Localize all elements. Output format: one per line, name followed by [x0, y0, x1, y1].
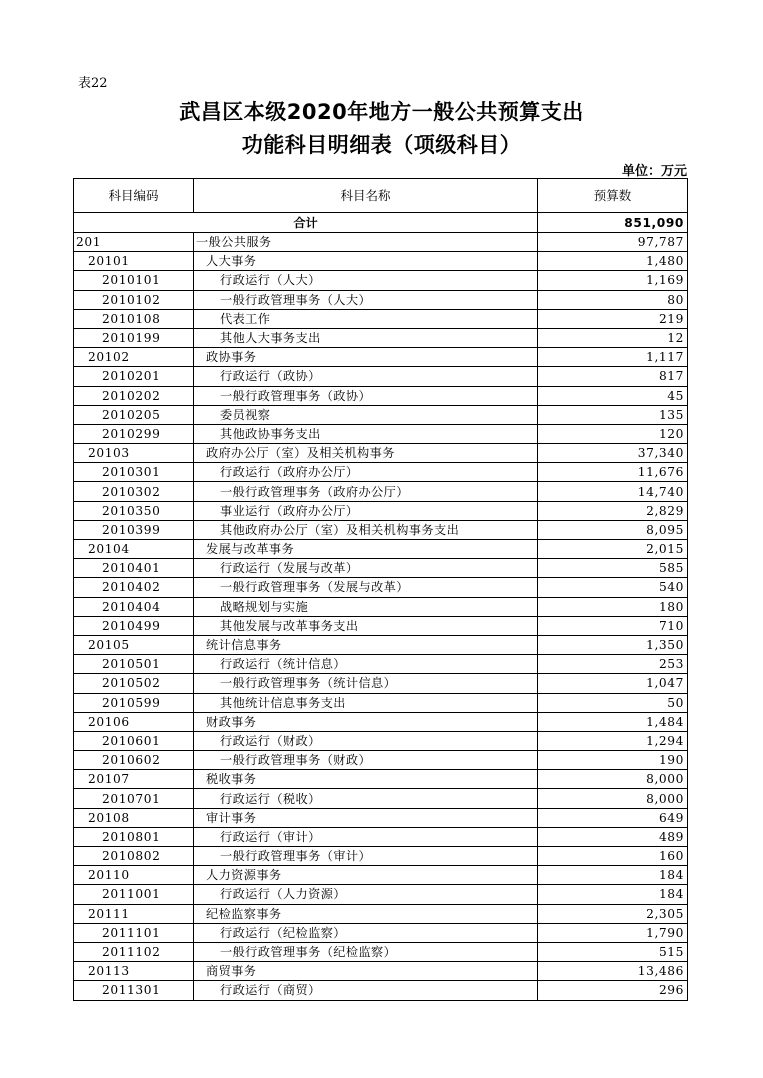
budget-amount: 253: [538, 655, 688, 674]
subject-name: 其他发展与改革事务支出: [194, 616, 538, 635]
page-subtitle: 功能科目明细表（项级科目）: [241, 133, 522, 157]
table-row: [74, 827, 688, 846]
subject-name: 行政运行（审计）: [194, 827, 538, 846]
budget-amount: 296: [538, 981, 688, 1000]
subject-name: 商贸事务: [194, 962, 538, 981]
subject-name: 其他政府办公厅（室）及相关机构事务支出: [194, 520, 538, 539]
table-row: [74, 635, 688, 654]
table-row: [74, 559, 688, 578]
table-row: [74, 655, 688, 674]
subject-code: 2010299: [74, 424, 194, 443]
budget-amount: 45: [538, 386, 688, 405]
table-row: [74, 693, 688, 712]
table-row: [74, 309, 688, 328]
subject-code: 2010601: [74, 731, 194, 750]
subject-code: 20110: [74, 866, 194, 885]
table-row: [74, 923, 688, 942]
subject-code: 20106: [74, 712, 194, 731]
total-amount: 851,090: [538, 213, 688, 233]
table-row: [74, 520, 688, 539]
subject-name: 财政事务: [194, 712, 538, 731]
subject-name: 行政运行（人大）: [194, 271, 538, 290]
page-title: 武昌区本级2020年地方一般公共预算支出: [179, 100, 584, 124]
table-row: [74, 463, 688, 482]
table-row: [74, 271, 688, 290]
budget-amount: 50: [538, 693, 688, 712]
budget-amount: 2,015: [538, 540, 688, 559]
table-row: [74, 731, 688, 750]
table-row: [74, 444, 688, 463]
subject-name: 行政运行（税收）: [194, 789, 538, 808]
subject-code: 2010801: [74, 827, 194, 846]
subject-code: 2010501: [74, 655, 194, 674]
subject-name: 审计事务: [194, 808, 538, 827]
subject-name: 战略规划与实施: [194, 597, 538, 616]
total-row: [74, 213, 688, 233]
subject-name: 一般行政管理事务（政协）: [194, 386, 538, 405]
budget-amount: 1,484: [538, 712, 688, 731]
table-row: [74, 847, 688, 866]
subject-name: 行政运行（发展与改革）: [194, 559, 538, 578]
subject-code: 20102: [74, 348, 194, 367]
subject-code: 20113: [74, 962, 194, 981]
subject-code: 20108: [74, 808, 194, 827]
subject-code: 2011301: [74, 981, 194, 1000]
table-row: [74, 328, 688, 347]
header-name: 科目名称: [194, 179, 538, 213]
subject-name: 一般行政管理事务（审计）: [194, 847, 538, 866]
subject-code: 2010404: [74, 597, 194, 616]
table-row: [74, 501, 688, 520]
table-row: [74, 290, 688, 309]
table-row: [74, 367, 688, 386]
budget-amount: 1,294: [538, 731, 688, 750]
budget-amount: 135: [538, 405, 688, 424]
subject-code: 2010802: [74, 847, 194, 866]
subject-code: 2010401: [74, 559, 194, 578]
subject-name: 行政运行（政府办公厅）: [194, 463, 538, 482]
table-row: [74, 789, 688, 808]
subject-code: 2010502: [74, 674, 194, 693]
subject-code: 20101: [74, 252, 194, 271]
budget-amount: 1,169: [538, 271, 688, 290]
subject-name: 一般行政管理事务（财政）: [194, 751, 538, 770]
total-label: 合计: [74, 213, 538, 233]
subject-name: 纪检监察事务: [194, 904, 538, 923]
subject-code: 2010202: [74, 386, 194, 405]
table-row: [74, 597, 688, 616]
subject-code: 20104: [74, 540, 194, 559]
subject-name: 税收事务: [194, 770, 538, 789]
budget-amount: 180: [538, 597, 688, 616]
budget-amount: 1,047: [538, 674, 688, 693]
subject-code: 2010102: [74, 290, 194, 309]
budget-amount: 515: [538, 942, 688, 961]
subject-code: 2011101: [74, 923, 194, 942]
table-row: [74, 712, 688, 731]
table-row: [74, 981, 688, 1000]
budget-amount: 37,340: [538, 444, 688, 463]
budget-amount: 1,790: [538, 923, 688, 942]
budget-amount: 817: [538, 367, 688, 386]
budget-amount: 489: [538, 827, 688, 846]
budget-amount: 8,000: [538, 770, 688, 789]
budget-amount: 8,095: [538, 520, 688, 539]
subject-name: 统计信息事务: [194, 635, 538, 654]
table-row: [74, 386, 688, 405]
subject-name: 政府办公厅（室）及相关机构事务: [194, 444, 538, 463]
table-row: [74, 904, 688, 923]
subject-code: 2010199: [74, 328, 194, 347]
table-number: 表22: [78, 76, 108, 91]
header-row: [74, 179, 688, 213]
subject-code: 20111: [74, 904, 194, 923]
budget-amount: 1,480: [538, 252, 688, 271]
subject-name: 行政运行（商贸）: [194, 981, 538, 1000]
table-row: [74, 808, 688, 827]
subject-name: 行政运行（财政）: [194, 731, 538, 750]
budget-amount: 12: [538, 328, 688, 347]
subject-name: 行政运行（统计信息）: [194, 655, 538, 674]
table-row: [74, 770, 688, 789]
subject-name: 一般公共服务: [194, 233, 538, 252]
budget-table: [73, 178, 688, 1001]
table-row: [74, 962, 688, 981]
budget-amount: 13,486: [538, 962, 688, 981]
budget-amount: 2,829: [538, 501, 688, 520]
subject-name: 其他政协事务支出: [194, 424, 538, 443]
table-row: [74, 751, 688, 770]
budget-amount: 2,305: [538, 904, 688, 923]
subject-code: 2010599: [74, 693, 194, 712]
budget-amount: 1,117: [538, 348, 688, 367]
subject-name: 政协事务: [194, 348, 538, 367]
table-row: [74, 233, 688, 252]
table-row: [74, 674, 688, 693]
table-row: [74, 885, 688, 904]
subject-name: 行政运行（政协）: [194, 367, 538, 386]
table-row: [74, 348, 688, 367]
subject-code: 2011102: [74, 942, 194, 961]
subject-name: 行政运行（纪检监察）: [194, 923, 538, 942]
budget-amount: 97,787: [538, 233, 688, 252]
subject-code: 2010108: [74, 309, 194, 328]
table-row: [74, 616, 688, 635]
budget-amount: 14,740: [538, 482, 688, 501]
budget-amount: 585: [538, 559, 688, 578]
subject-code: 2010302: [74, 482, 194, 501]
subject-code: 2010350: [74, 501, 194, 520]
budget-amount: 1,350: [538, 635, 688, 654]
subject-code: 2010701: [74, 789, 194, 808]
subject-code: 20107: [74, 770, 194, 789]
subject-code: 2010101: [74, 271, 194, 290]
subject-code: 20103: [74, 444, 194, 463]
subject-code: 20105: [74, 635, 194, 654]
subject-name: 委员视察: [194, 405, 538, 424]
subject-name: 其他人大事务支出: [194, 328, 538, 347]
budget-amount: 184: [538, 866, 688, 885]
table-row: [74, 252, 688, 271]
subject-code: 2010201: [74, 367, 194, 386]
subject-name: 一般行政管理事务（统计信息）: [194, 674, 538, 693]
subject-name: 其他统计信息事务支出: [194, 693, 538, 712]
table-row: [74, 866, 688, 885]
header-amount: 预算数: [538, 179, 688, 213]
budget-amount: 80: [538, 290, 688, 309]
subject-name: 一般行政管理事务（发展与改革）: [194, 578, 538, 597]
budget-amount: 649: [538, 808, 688, 827]
budget-amount: 120: [538, 424, 688, 443]
budget-amount: 710: [538, 616, 688, 635]
subject-code: 2011001: [74, 885, 194, 904]
budget-amount: 11,676: [538, 463, 688, 482]
budget-amount: 190: [538, 751, 688, 770]
header-code: 科目编码: [74, 179, 194, 213]
subject-code: 2010205: [74, 405, 194, 424]
table-row: [74, 482, 688, 501]
subject-code: 2010402: [74, 578, 194, 597]
table-row: [74, 540, 688, 559]
subject-code: 201: [74, 233, 194, 252]
subject-name: 一般行政管理事务（纪检监察）: [194, 942, 538, 961]
table-row: [74, 424, 688, 443]
subject-name: 一般行政管理事务（政府办公厅）: [194, 482, 538, 501]
table-row: [74, 405, 688, 424]
unit-label: 单位：万元: [621, 164, 687, 179]
budget-amount: 540: [538, 578, 688, 597]
budget-amount: 8,000: [538, 789, 688, 808]
subject-name: 人大事务: [194, 252, 538, 271]
budget-amount: 219: [538, 309, 688, 328]
table-row: [74, 942, 688, 961]
subject-name: 一般行政管理事务（人大）: [194, 290, 538, 309]
budget-amount: 184: [538, 885, 688, 904]
subject-name: 人力资源事务: [194, 866, 538, 885]
subject-code: 2010399: [74, 520, 194, 539]
subject-code: 2010301: [74, 463, 194, 482]
budget-amount: 160: [538, 847, 688, 866]
subject-code: 2010499: [74, 616, 194, 635]
subject-name: 事业运行（政府办公厅）: [194, 501, 538, 520]
table-row: [74, 578, 688, 597]
subject-code: 2010602: [74, 751, 194, 770]
subject-name: 行政运行（人力资源）: [194, 885, 538, 904]
subject-name: 发展与改革事务: [194, 540, 538, 559]
subject-name: 代表工作: [194, 309, 538, 328]
